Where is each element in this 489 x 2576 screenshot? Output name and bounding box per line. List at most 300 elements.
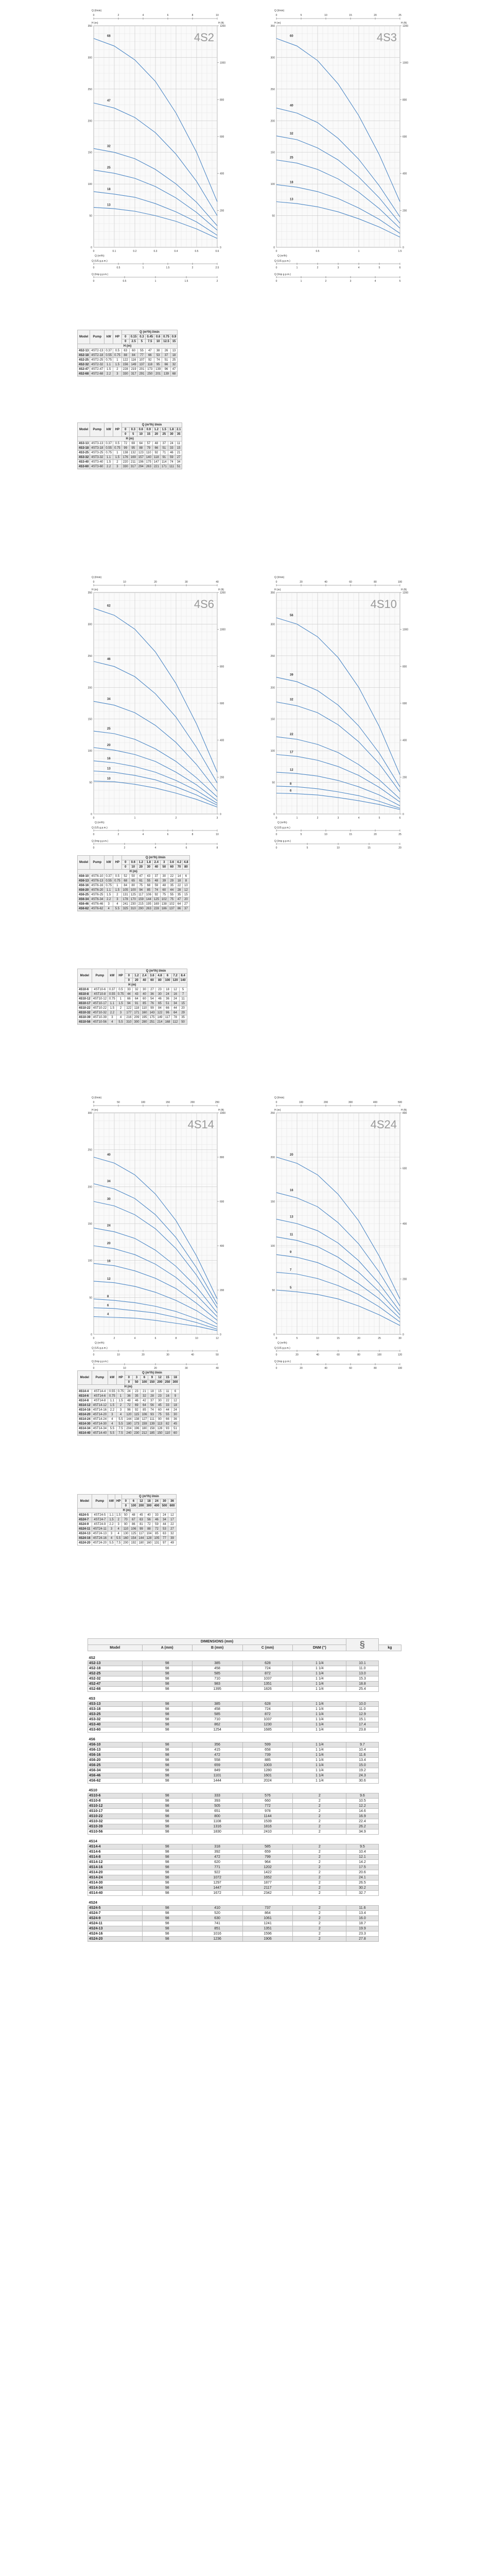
pump-cell: 4ST10-12 [92,997,108,1002]
spec-value-cell: 585 [192,1671,242,1676]
table-row [78,893,190,897]
q-m3h-value: 1.2 [137,860,145,865]
curve-label: 13 [290,198,293,201]
spec-group-name: 4S2 [88,1651,379,1661]
spec-value-cell: 1877 [242,1880,293,1886]
spec-value-cell: 98 [142,1753,192,1758]
spec-value-cell: 864 [242,1911,293,1916]
head-value-cell: 64 [176,902,182,907]
spec-value-cell: 98 [142,1712,192,1717]
col-kw-header: kW [104,856,113,870]
spec-value-cell: 98 [142,1911,192,1916]
pump-cell: 4ST24-20 [92,1541,108,1546]
col-kw-header: kW [108,1371,117,1385]
head-value-cell: 143 [148,1011,156,1015]
q-lmin-value: 15 [145,432,152,437]
head-value-cell: 37 [160,442,168,446]
head-value-cell: 36 [164,997,171,1002]
head-value-cell: 44 [168,888,176,893]
spec-value-cell: 98 [142,1850,192,1855]
spec-value-cell: 11.0 [346,1666,379,1671]
q-lmin-value: 100 [141,1380,148,1385]
us-tick-label: 15 [349,833,352,836]
head-value-cell: 128 [145,1536,153,1541]
q-m3h-value: 4.2 [176,860,182,865]
spec-value-cell: 710 [192,1717,242,1722]
head-value-cell: 84 [156,1006,164,1011]
head-value-cell: 68 [145,884,152,888]
spec-value-cell: 1 1/4 [293,1676,346,1682]
pump-cell: 4ST24-7 [92,1518,108,1522]
us-tick-label: 20 [142,1353,145,1357]
bottom-tick-label: 3 [216,817,218,820]
curve-label: 60 [290,35,293,38]
kw-cell: 3 [108,1015,117,1020]
kw-cell: 1.1 [108,1513,115,1518]
spec-row [88,1778,401,1784]
curve-label: 34 [107,698,111,701]
hp-cell: 0.5 [113,349,122,353]
right-tick-label: 600 [220,702,224,705]
model-cell: 4S3-13 [78,442,90,446]
q-lmin-value: 20 [152,432,160,437]
right-tick-label: 1000 [403,628,409,632]
head-value-cell: 35 [179,1015,187,1020]
spec-value-cell: 12.1 [346,1855,379,1860]
spec-row [88,1763,401,1768]
uk-tick-label: 40 [216,1367,219,1370]
head-value-cell: 102 [160,897,168,902]
top-tick-label: 100 [299,1101,304,1104]
pump-cell: 4ST2-47 [90,367,104,372]
head-value-cell: 46 [156,997,164,1002]
pump-cell: 4ST3-18 [90,446,104,451]
head-value-cell: 118 [133,1006,141,1011]
left-tick-label: 100 [88,1259,92,1263]
head-value-cell: 77 [138,353,146,358]
spec-row [88,1804,401,1809]
head-value-cell: 44 [125,992,133,997]
table-row [78,446,182,451]
head-value-cell: 92 [152,451,160,455]
us-unit-label: Q (US g.p.m.) [92,826,108,829]
us-tick-label: 5 [300,833,302,836]
pump-cell: 4ST14-24 [92,1417,108,1422]
spec-value-cell: 98 [142,1666,192,1671]
head-value-cell: 21 [141,1389,148,1394]
head-value-cell: 200 [122,1541,130,1546]
head-value-cell: 45 [156,1403,164,1408]
us-tick-label: 0 [93,833,95,836]
head-value-cell: 75 [156,1413,164,1417]
hp-cell: 1.5 [113,455,122,460]
head-value-cell: 158 [148,1427,156,1431]
spec-row [88,1707,401,1712]
head-value-cell: 159 [141,1422,148,1427]
kw-cell: 2.2 [108,1408,117,1413]
head-value-cell: 45 [137,1513,145,1518]
left-tick-label: 250 [270,654,275,658]
head-value-cell: 330 [121,465,129,469]
head-value-cell: 74 [148,1408,156,1413]
kw-cell: 0.55 [108,1389,117,1394]
head-value-cell: 64 [171,1011,179,1015]
left-tick-label: 50 [272,1289,275,1292]
spec-model-cell: 4S24-9 [88,1916,143,1921]
head-value-cell: 21 [175,451,182,455]
hp-cell: 3 [116,1011,125,1015]
spec-value-cell: 1037 [242,1676,293,1682]
bottom-tick-label: 5 [296,1337,298,1340]
head-value-cell: 93 [148,1413,156,1417]
head-value-cell: 177 [125,1011,133,1015]
q-m3h-value: 4.8 [156,974,164,978]
spec-header: A (mm) [142,1645,192,1651]
chart-4s3 [260,5,414,296]
q-m3h-value: 2.4 [141,974,148,978]
spec-group-name: 4S10 [88,1784,379,1793]
right-tick-label: 1000 [220,1112,226,1115]
h-caption-row [78,1509,177,1513]
spec-row [88,1824,401,1829]
q-lmin-value: 300 [145,1504,153,1509]
head-value-cell: 27 [148,988,156,992]
q-lmin-value: 7.5 [146,340,154,344]
q-lmin-value: 0 [121,340,129,344]
bottom-tick-label: 1.5 [398,250,402,253]
head-value-cell: 60 [141,997,148,1002]
pump-cell: 4ST10-8 [92,992,108,997]
head-value-cell: 110 [164,1431,171,1436]
head-value-cell: 169 [152,902,160,907]
spec-value-cell: 2 [293,1931,346,1937]
head-value-cell: 53 [161,1527,168,1532]
uk-tick-label: 20 [398,846,401,850]
left-tick-label: 150 [88,1223,92,1226]
kw-cell: 1.5 [108,1006,117,1011]
spec-value-cell: 98 [142,1916,192,1921]
spec-model-cell: 4S3-32 [88,1717,143,1722]
kw-cell: 4 [108,1422,117,1427]
chart-4s2 [77,5,232,296]
left-tick-label: 0 [273,1333,275,1336]
q-m3h-value: 3 [160,860,168,865]
q-m3h-value: 0 [125,974,133,978]
spec-value-cell: 2 [293,1886,346,1891]
spec-value-cell: 2 [293,1824,346,1829]
chart-4s24 [260,1092,414,1383]
h-caption-row [78,870,190,874]
table-row [78,1532,177,1536]
head-value-cell: 86 [130,1522,137,1527]
spec-value-cell: 2 [293,1799,346,1804]
head-value-cell: 95 [129,446,137,451]
head-value-cell: 42 [141,1399,148,1403]
spec-value-cell: 12.9 [346,1712,379,1717]
top-tick-label: 0 [275,14,277,17]
bottom-tick-label: 0.2 [133,250,137,253]
spec-value-cell: 34.9 [346,1829,379,1835]
curve-label: 5 [290,1286,292,1290]
q-m3h-value: 6 [164,974,171,978]
head-value-cell: 59 [152,884,160,888]
spec-value-cell: 98 [142,1829,192,1835]
pump-cell: 4ST14-4 [92,1389,108,1394]
head-value-cell: 57 [145,442,152,446]
spec-value-cell: 505 [192,1804,242,1809]
model-cell: 4S14-30 [78,1422,92,1427]
head-value-cell: 92 [146,358,154,363]
pump-cell: 4ST24-9 [92,1522,108,1527]
right-tick-label: 800 [403,665,407,669]
spec-value-cell: 1003 [242,1763,293,1768]
head-value-cell: 30 [171,1413,179,1417]
h-caption: H (m) [78,344,178,349]
left-tick-label: 100 [88,750,92,753]
us-tick-label: 3 [337,266,339,269]
left-unit-label: H (m) [274,588,281,591]
hp-cell: 1 [113,884,122,888]
right-tick-label: 600 [403,135,407,139]
curve-label: 25 [107,727,111,731]
model-cell: 4S6-25 [78,893,90,897]
bottom-tick-label: 5 [378,817,380,820]
col-model-header: Model [78,1495,92,1509]
left-tick-label: 300 [88,1112,92,1115]
spec-model-cell: 4S2-18 [88,1666,143,1671]
head-value-cell: 114 [160,460,168,465]
spec-value-cell: 98 [142,1824,192,1829]
spec-value-cell: 1016 [192,1931,242,1937]
head-value-cell: 51 [164,1002,171,1006]
head-value-cell: 144 [137,1536,145,1541]
head-value-cell: 75 [137,884,145,888]
spec-value-cell: 13.4 [346,1758,379,1763]
head-value-cell: 32 [170,363,177,367]
left-tick-label: 150 [270,151,275,155]
spec-value-cell: 24.3 [346,1773,379,1778]
spec-value-cell: 10.0 [346,1702,379,1707]
head-value-cell: 195 [145,902,152,907]
right-tick-label: 400 [403,1223,407,1226]
head-value-cell: 60 [171,1431,179,1436]
spec-row [88,1773,401,1778]
spec-value-cell: 98 [142,1855,192,1860]
col-pump-header: Pump [90,423,104,437]
q-m3h-value: 0.15 [129,335,138,340]
head-value-cell: 96 [162,367,171,372]
left-tick-label: 50 [89,214,92,218]
head-value-cell: 150 [156,1431,164,1436]
spec-value-cell: 9.6 [346,1793,379,1799]
bottom-unit-label: Q (m³/h) [95,255,104,258]
curve-label: 18 [290,181,293,184]
spec-value-cell: 1280 [242,1768,293,1773]
pump-cell: 4ST14-6 [92,1394,108,1399]
right-unit-label: H (ft) [401,1109,407,1112]
q-m3h-value: 30 [161,1499,168,1504]
col-hp-header: HP [113,330,122,344]
left-tick-label: 50 [272,214,275,218]
head-value-cell: 71 [160,451,168,455]
hp-cell: 2 [116,1403,125,1408]
model-cell: 4S3-25 [78,451,90,455]
head-value-cell: 35 [133,1394,141,1399]
hp-cell: 2 [113,367,122,372]
spec-value-cell: 2 [293,1850,346,1855]
head-value-cell: 12 [183,888,189,893]
head-value-cell: 35 [168,884,176,888]
head-value-cell: 6 [171,1389,179,1394]
spec-value-cell: 98 [142,1758,192,1763]
uk-unit-label: Q (Imp g.p.m.) [92,1360,109,1363]
uk-tick-label: 20 [154,1367,157,1370]
head-value-cell: 32 [168,1532,176,1536]
spec-model-cell: 4S14-24 [88,1875,143,1880]
hp-cell: 0.75 [116,1389,125,1394]
top-tick-label: 15 [349,14,352,17]
right-tick-label: 400 [220,739,224,742]
us-tick-label: 1.5 [166,266,170,269]
right-unit-label: H (ft) [218,22,224,25]
hp-cell: 1 [113,451,122,455]
head-value-cell: 66 [125,997,133,1002]
head-value-cell: 176 [121,455,129,460]
head-value-cell: 36 [148,992,156,997]
pump-logo-icon: § [359,1639,365,1650]
us-tick-label: 0 [93,1353,95,1357]
head-value-cell: 74 [168,460,175,465]
spec-value-cell: 1236 [192,1937,242,1942]
right-tick-label: 400 [220,172,224,176]
us-tick-label: 6 [167,833,169,836]
col-kw-header: kW [108,1495,115,1509]
head-value-cell: 170 [129,897,137,902]
spec-value-cell: 98 [142,1804,192,1809]
pump-cell: 4ST3-13 [90,442,104,446]
head-value-cell: 22 [164,1399,171,1403]
left-tick-label: 200 [270,120,275,123]
spec-value-cell: 724 [242,1666,293,1671]
head-value-cell: 228 [152,907,160,911]
spec-value-cell: 98 [142,1717,192,1722]
head-value-cell: 290 [137,907,145,911]
pump-cell: 4ST2-32 [90,363,104,367]
left-unit-label: H (m) [274,1109,281,1112]
us-tick-label: 10 [324,833,327,836]
spec-value-cell: 628 [242,1702,293,1707]
head-value-cell: 111 [168,465,175,469]
head-value-cell: 294 [137,465,145,469]
uk-tick-label: 15 [368,846,371,850]
right-tick-label: 600 [403,702,407,705]
q-m3h-value: 9 [148,1376,156,1380]
spec-value-cell: 1 1/4 [293,1758,346,1763]
head-value-cell: 56 [148,1403,156,1408]
head-value-cell: 52 [121,874,129,879]
curve-label: 56 [290,614,293,618]
spec-value-cell: 98 [142,1671,192,1676]
pump-cell: 4ST10-32 [92,1011,108,1015]
table-row [78,451,182,455]
top-tick-label: 250 [215,1101,220,1104]
model-cell: 4S6-46 [78,902,90,907]
spec-model-cell: 4S2-32 [88,1676,143,1682]
table-row [78,460,182,465]
bottom-unit-label: Q (m³/h) [277,821,287,824]
bottom-tick-label: 0.4 [174,250,178,253]
head-value-cell: 88 [121,353,129,358]
curve-label: 12 [290,768,293,772]
spec-value-cell: 24.1 [346,1875,379,1880]
spec-row [88,1727,401,1733]
q-lmin-value: 0 [125,978,133,983]
left-tick-label: 350 [270,591,275,595]
head-value-cell: 263 [145,465,152,469]
head-value-cell: 72 [153,1527,161,1532]
head-value-cell: 55 [168,893,176,897]
spec-value-cell: 98 [142,1793,192,1799]
q-m3h-value: 0 [121,860,129,865]
model-cell: 4S10-22 [78,1006,92,1011]
curve-label: 34 [107,1180,111,1183]
curve-label: 9 [290,1251,292,1255]
head-value-cell: 138 [121,451,129,455]
right-tick-label: 200 [220,776,224,779]
us-unit-label: Q (US g.p.m.) [92,1347,108,1350]
head-value-cell: 159 [137,897,145,902]
top-tick-label: 2 [117,14,119,17]
spec-value-cell: 1351 [242,1926,293,1931]
head-value-cell: 64 [141,1403,148,1408]
table-row [78,907,190,911]
pump-cell: 4ST14-16 [92,1408,108,1413]
header-row [78,423,182,428]
us-tick-label: 5 [378,266,380,269]
curve-label: 25 [290,156,293,160]
q-lmin-value: 0 [125,1380,133,1385]
us-tick-label: 2 [317,266,319,269]
q-m3h-value: 0 [125,1376,133,1380]
spec-model-cell: 4S24-20 [88,1937,143,1942]
uk-tick-label: 2 [216,280,218,283]
right-tick-label: 1200 [403,25,409,28]
kw-cell: 4 [108,1417,117,1422]
spec-value-cell: 772 [242,1804,293,1809]
head-value-cell: 173 [146,367,154,372]
col-model-header: Model [78,1371,92,1385]
head-value-cell: 216 [125,1015,133,1020]
head-value-cell: 64 [133,997,141,1002]
bottom-tick-label: 2 [317,817,319,820]
model-cell: 4S2-68 [78,372,90,377]
spec-value-cell: 1816 [242,1824,293,1829]
right-tick-label: 400 [220,1245,224,1248]
model-cell: 4S24-11 [78,1527,92,1532]
spec-value-cell: 1072 [192,1875,242,1880]
kw-cell: 2.2 [104,897,113,902]
curve-label: 40 [290,104,293,108]
model-cell: 4S14-34 [78,1427,92,1431]
uk-tick-label: 10 [337,846,340,850]
head-value-cell: 18 [148,1389,156,1394]
head-value-cell: 90 [156,1417,164,1422]
kw-cell: 4 [108,1536,115,1541]
curve-label: 16 [290,1189,293,1192]
head-value-cell: 178 [121,897,129,902]
uk-tick-label: 0 [275,846,277,850]
head-value-cell: 37 [162,353,171,358]
